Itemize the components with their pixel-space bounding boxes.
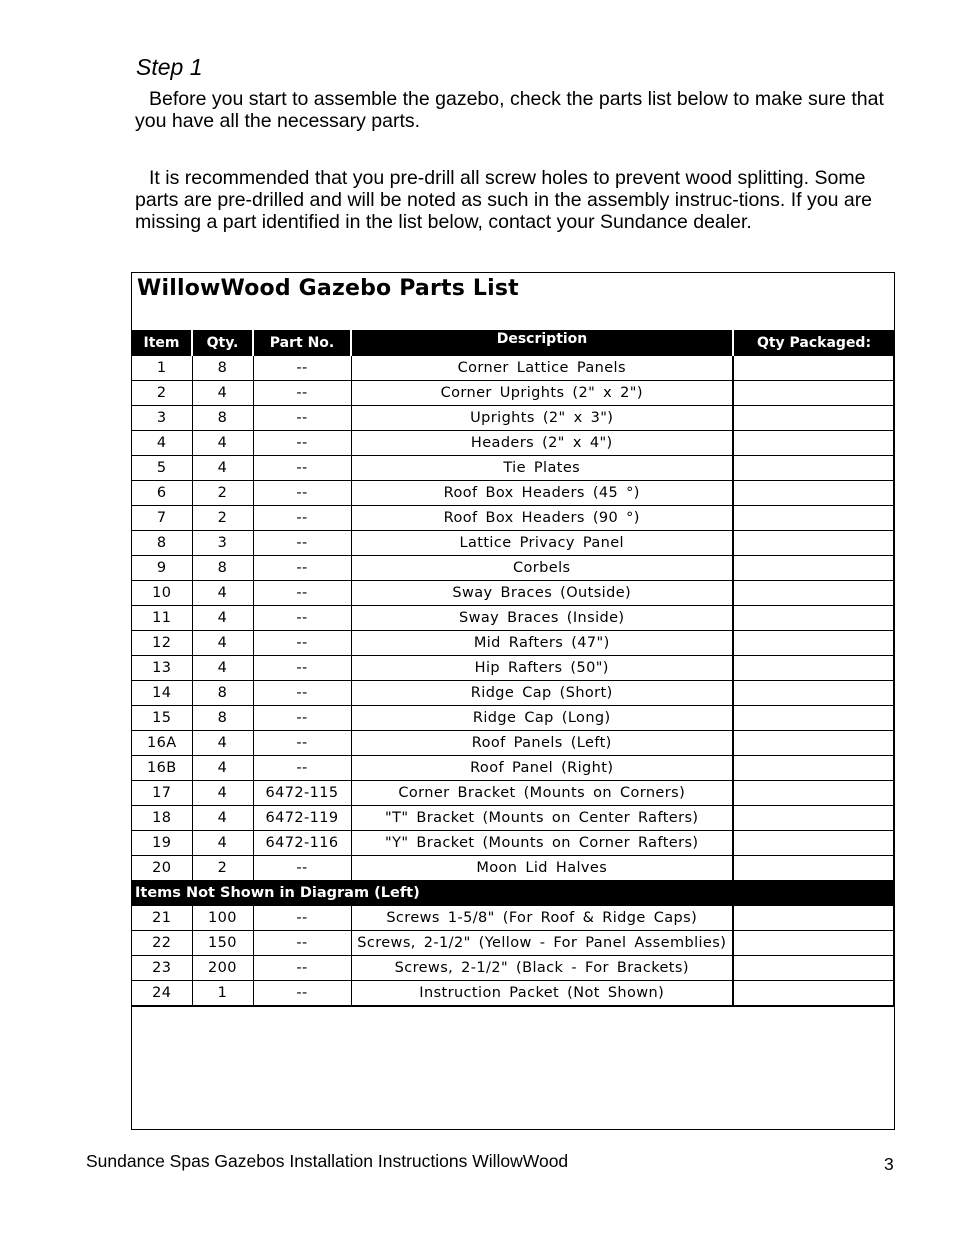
cell-description: Ridge Cap (Short): [351, 681, 733, 706]
cell-description: Corner Lattice Panels: [351, 356, 733, 381]
cell-part-no: --: [253, 856, 351, 881]
cell-qty: 8: [192, 681, 253, 706]
cell-description: Tie Plates: [351, 456, 733, 481]
table-row: [132, 481, 894, 506]
cell-item: 22: [132, 931, 192, 956]
cell-description: Ridge Cap (Long): [351, 706, 733, 731]
cell-part-no: --: [253, 556, 351, 581]
table-row: [132, 781, 894, 806]
cell-item: 16B: [132, 756, 192, 781]
qty-packaged-field[interactable]: [733, 956, 894, 981]
cell-part-no: --: [253, 981, 351, 1007]
cell-part-no: --: [253, 581, 351, 606]
cell-description: Sway Braces (Outside): [351, 581, 733, 606]
qty-packaged-field[interactable]: [733, 906, 894, 931]
table-row: [132, 906, 894, 931]
cell-item: 15: [132, 706, 192, 731]
intro-paragraph: [135, 88, 905, 132]
table-row: [132, 931, 894, 956]
cell-description: Headers (2" x 4"): [351, 431, 733, 456]
cell-description: Roof Panel (Right): [351, 756, 733, 781]
table-row: [132, 506, 894, 531]
cell-qty: 2: [192, 856, 253, 881]
cell-description: Moon Lid Halves: [351, 856, 733, 881]
cell-part-no: --: [253, 756, 351, 781]
cell-qty: 8: [192, 706, 253, 731]
cell-part-no: --: [253, 406, 351, 431]
cell-item: 21: [132, 906, 192, 931]
table-row: [132, 581, 894, 606]
cell-part-no: 6472-119: [253, 806, 351, 831]
table-row: [132, 406, 894, 431]
cell-part-no: --: [253, 731, 351, 756]
cell-description: "T" Bracket (Mounts on Center Rafters): [351, 806, 733, 831]
table-row: [132, 731, 894, 756]
cell-part-no: 6472-116: [253, 831, 351, 856]
cell-part-no: --: [253, 906, 351, 931]
cell-item: 2: [132, 381, 192, 406]
qty-packaged-field[interactable]: [733, 731, 894, 756]
cell-item: 4: [132, 431, 192, 456]
cell-description: Corner Uprights (2" x 2"): [351, 381, 733, 406]
table-row: [132, 606, 894, 631]
parts-list-title: WillowWood Gazebo Parts List: [137, 276, 519, 301]
qty-packaged-field[interactable]: [733, 531, 894, 556]
cell-qty: 4: [192, 631, 253, 656]
qty-packaged-field[interactable]: [733, 831, 894, 856]
header-item: Item: [132, 330, 192, 356]
table-row: [132, 381, 894, 406]
qty-packaged-field[interactable]: [733, 781, 894, 806]
parts-table-body: [132, 356, 894, 1007]
cell-item: 14: [132, 681, 192, 706]
cell-qty: 2: [192, 506, 253, 531]
table-row: [132, 656, 894, 681]
cell-item: 20: [132, 856, 192, 881]
cell-qty: 8: [192, 556, 253, 581]
table-row: [132, 431, 894, 456]
qty-packaged-field[interactable]: [733, 431, 894, 456]
cell-description: Hip Rafters (50"): [351, 656, 733, 681]
cell-part-no: --: [253, 506, 351, 531]
cell-item: 10: [132, 581, 192, 606]
cell-item: 24: [132, 981, 192, 1007]
qty-packaged-field[interactable]: [733, 806, 894, 831]
cell-item: 23: [132, 956, 192, 981]
table-row: [132, 981, 894, 1007]
qty-packaged-field[interactable]: [733, 606, 894, 631]
cell-qty: 200: [192, 956, 253, 981]
cell-qty: 3: [192, 531, 253, 556]
table-row: [132, 456, 894, 481]
table-header-row: [132, 330, 894, 356]
cell-qty: 8: [192, 356, 253, 381]
cell-part-no: --: [253, 631, 351, 656]
cell-description: Mid Rafters (47"): [351, 631, 733, 656]
cell-item: 8: [132, 531, 192, 556]
step-title: Step 1: [136, 54, 203, 80]
cell-part-no: --: [253, 431, 351, 456]
table-row: [132, 806, 894, 831]
qty-packaged-field[interactable]: [733, 581, 894, 606]
qty-packaged-field[interactable]: [733, 456, 894, 481]
cell-description: Sway Braces (Inside): [351, 606, 733, 631]
table-row: [132, 531, 894, 556]
header-qty-packaged: Qty Packaged:: [733, 330, 894, 356]
cell-item: 1: [132, 356, 192, 381]
cell-qty: 4: [192, 731, 253, 756]
table-row: [132, 556, 894, 581]
cell-description: Roof Box Headers (45 °): [351, 481, 733, 506]
footer-text: Sundance Spas Gazebos Installation Instructions WillowWood: [86, 1151, 569, 1171]
cell-item: 13: [132, 656, 192, 681]
cell-item: 9: [132, 556, 192, 581]
qty-packaged-field[interactable]: [733, 656, 894, 681]
cell-part-no: --: [253, 481, 351, 506]
qty-packaged-field[interactable]: [733, 681, 894, 706]
qty-packaged-field[interactable]: [733, 406, 894, 431]
qty-packaged-field[interactable]: [733, 356, 894, 381]
cell-qty: 1: [192, 981, 253, 1007]
cell-item: 17: [132, 781, 192, 806]
cell-part-no: --: [253, 456, 351, 481]
cell-part-no: --: [253, 706, 351, 731]
cell-item: 6: [132, 481, 192, 506]
page-number: 3: [884, 1154, 894, 1174]
qty-packaged-field[interactable]: [733, 756, 894, 781]
cell-qty: 4: [192, 606, 253, 631]
cell-description: "Y" Bracket (Mounts on Corner Rafters): [351, 831, 733, 856]
cell-qty: 4: [192, 781, 253, 806]
parts-list-box: [131, 272, 895, 1130]
cell-item: 11: [132, 606, 192, 631]
header-qty: Qty.: [192, 330, 253, 356]
cell-qty: 4: [192, 456, 253, 481]
qty-packaged-field[interactable]: [733, 481, 894, 506]
qty-packaged-field[interactable]: [733, 856, 894, 881]
cell-part-no: --: [253, 931, 351, 956]
cell-qty: 2: [192, 481, 253, 506]
table-row: [132, 681, 894, 706]
table-row: [132, 756, 894, 781]
cell-description: Screws, 2-1/2" (Black - For Brackets): [351, 956, 733, 981]
intro-text: Before you start to assemble the gazebo, check the parts list below to make sure that you have all the necessary parts.: [135, 88, 884, 132]
cell-item: 12: [132, 631, 192, 656]
cell-item: 19: [132, 831, 192, 856]
cell-part-no: --: [253, 531, 351, 556]
cell-qty: 4: [192, 431, 253, 456]
cell-part-no: --: [253, 681, 351, 706]
cell-item: 16A: [132, 731, 192, 756]
cell-description: Corbels: [351, 556, 733, 581]
cell-part-no: --: [253, 606, 351, 631]
cell-qty: 4: [192, 806, 253, 831]
cell-description: Roof Box Headers (90 °): [351, 506, 733, 531]
cell-description: Roof Panels (Left): [351, 731, 733, 756]
predrill-paragraph: [135, 167, 905, 233]
qty-packaged-field[interactable]: [733, 931, 894, 956]
table-row: [132, 856, 894, 881]
qty-packaged-field[interactable]: [733, 556, 894, 581]
cell-part-no: 6472-115: [253, 781, 351, 806]
cell-qty: 100: [192, 906, 253, 931]
cell-description: Instruction Packet (Not Shown): [351, 981, 733, 1007]
cell-qty: 4: [192, 581, 253, 606]
cell-qty: 4: [192, 381, 253, 406]
cell-qty: 4: [192, 756, 253, 781]
predrill-text: It is recommended that you pre-drill all screw holes to prevent wood splitting. Some parts are pre-drilled and will be noted as such in the assembly instruc-tions. If you are missing a part identified in the list below, contact your Sundance dealer.: [135, 167, 873, 233]
cell-description: Screws, 2-1/2" (Yellow - For Panel Assemblies): [351, 931, 733, 956]
cell-part-no: --: [253, 356, 351, 381]
cell-qty: 8: [192, 406, 253, 431]
qty-packaged-field[interactable]: [733, 506, 894, 531]
cell-description: Lattice Privacy Panel: [351, 531, 733, 556]
qty-packaged-field[interactable]: [733, 381, 894, 406]
cell-qty: 4: [192, 831, 253, 856]
qty-packaged-field[interactable]: [733, 631, 894, 656]
cell-item: 5: [132, 456, 192, 481]
cell-part-no: --: [253, 956, 351, 981]
table-row: [132, 956, 894, 981]
cell-item: 18: [132, 806, 192, 831]
cell-item: 3: [132, 406, 192, 431]
section-row: [132, 881, 894, 906]
table-row: [132, 631, 894, 656]
table-row: [132, 356, 894, 381]
cell-part-no: --: [253, 656, 351, 681]
qty-packaged-field[interactable]: [733, 706, 894, 731]
cell-qty: 150: [192, 931, 253, 956]
qty-packaged-field[interactable]: [733, 981, 894, 1007]
section-label: Items Not Shown in Diagram (Left): [132, 881, 894, 906]
cell-part-no: --: [253, 381, 351, 406]
cell-description: Screws 1-5/8" (For Roof & Ridge Caps): [351, 906, 733, 931]
table-row: [132, 831, 894, 856]
cell-description: Uprights (2" x 3"): [351, 406, 733, 431]
header-part-no: Part No.: [253, 330, 351, 356]
table-row: [132, 706, 894, 731]
cell-qty: 4: [192, 656, 253, 681]
parts-table: [132, 330, 895, 1007]
cell-description: Corner Bracket (Mounts on Corners): [351, 781, 733, 806]
header-description: Description: [351, 330, 733, 356]
cell-item: 7: [132, 506, 192, 531]
